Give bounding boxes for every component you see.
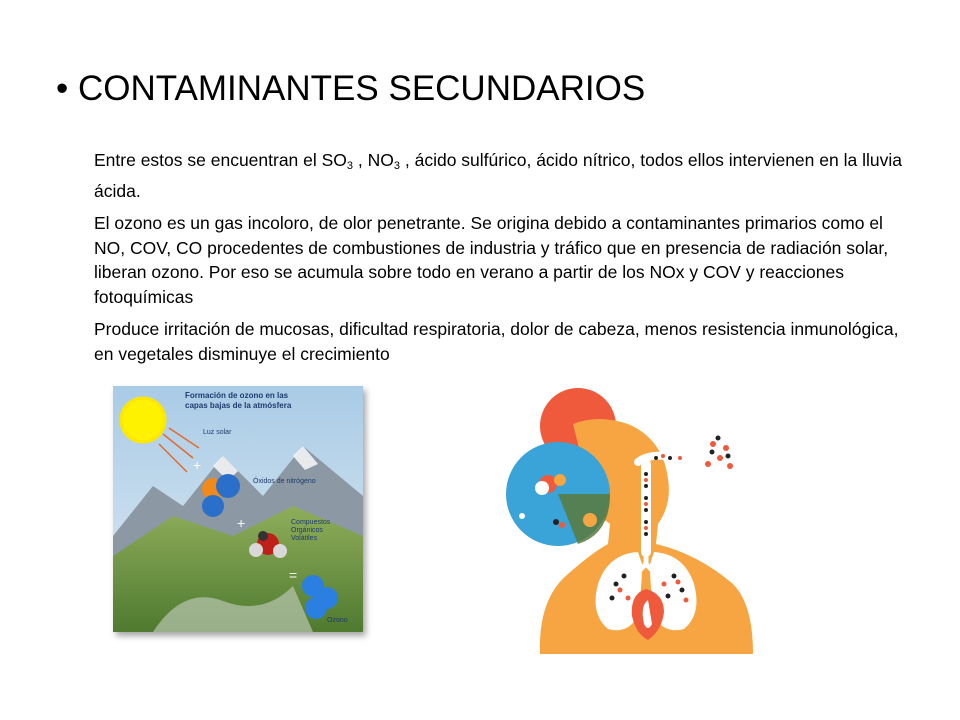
voc-label-line2: Orgánicos <box>291 527 323 534</box>
voc-label-line1: Compuestos <box>291 519 331 526</box>
paragraph-effects: Produce irritación de mucosas, dificultad respiratoria, dolor de cabeza, menos resistencia inmunológica, en vegetales disminuye el crecimiento <box>94 319 899 364</box>
p1-subscript-2: 3 <box>393 160 401 172</box>
voc-label-line3: Volátiles <box>291 535 318 542</box>
ozone-formation-image <box>113 386 363 632</box>
p1-text-c: , ácido sulfúrico, ácido nítrico, todos ellos intervienen en la lluvia ácida. <box>94 150 902 201</box>
ozone-label: Ozono <box>327 617 348 624</box>
title-bullet: • <box>56 69 69 108</box>
equals-sign: = <box>289 567 298 583</box>
figure-title-line1: Formación de ozono en las <box>185 391 289 400</box>
slide-title <box>56 66 645 112</box>
p1-text-b: , NO <box>353 150 394 170</box>
paragraph-ozone: El ozono es un gas incoloro, de olor penetrante. Se origina debido a contaminantes primarios como el NO, COV, CO procedentes de combustiones de industria y tráfico que en presencia de radiación solar, liberan ozono. Por eso se acumula sobre todo en verano a partir de los NOx y COV y reacciones fotoquímicas <box>94 213 889 307</box>
paragraph-secondary-pollutants <box>94 148 914 203</box>
respiratory-illustration <box>498 384 768 654</box>
slide-body <box>94 148 914 374</box>
sun-icon <box>121 398 165 442</box>
plus-sign-2: + <box>237 515 246 531</box>
sun-label: Luz solar <box>203 429 232 436</box>
p1-subscript-1: 3 <box>346 160 354 172</box>
plus-sign-1: + <box>193 457 202 473</box>
nox-label: Óxidos de nitrógeno <box>253 478 316 485</box>
p1-text-a: Entre estos se encuentran el SO <box>94 150 347 170</box>
title-text: CONTAMINANTES SECUNDARIOS <box>78 69 646 108</box>
figure-title-line2: capas bajas de la atmósfera <box>185 401 292 410</box>
